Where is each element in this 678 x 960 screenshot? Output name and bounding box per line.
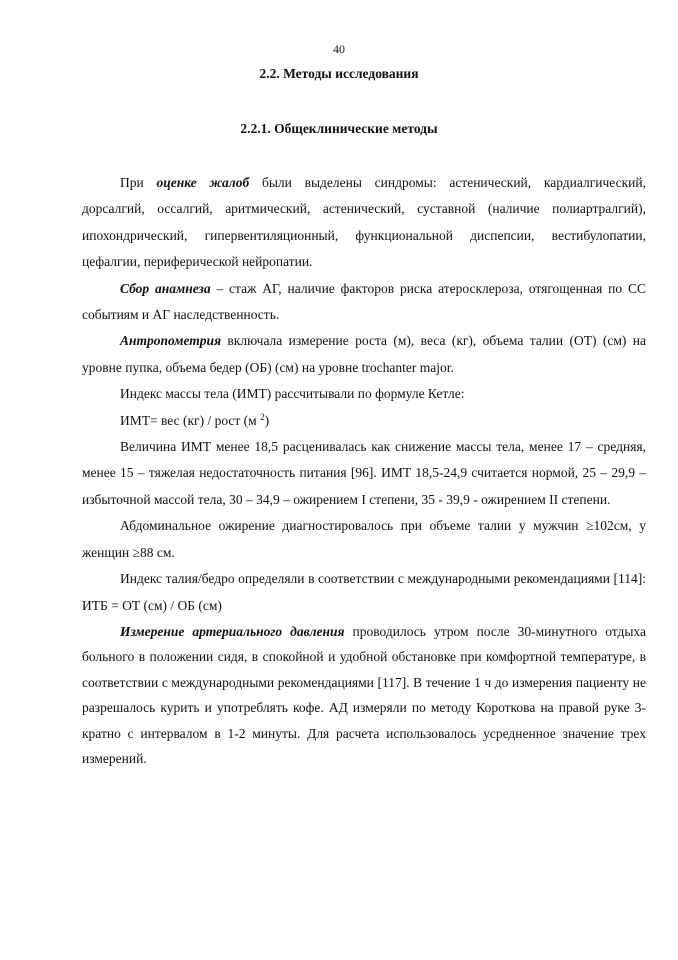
text-segment: были выделены синдромы: астенический, кардиалгический, дорсалгий, оссалгий, аритмический, астенический, суставной (наличие полиартралгий), ипохондрический, гипервентиляционный, функциональной диспепсии, вестибулопатии, цефалгии, периферической нейропатии. (82, 175, 646, 270)
document-body (82, 170, 646, 771)
text-segment: включала измерение роста (м), веса (кг), объема талии (ОТ) (см) на уровне пупка, объема бедер (ОБ) (см) на уровне trochanter major. (82, 333, 646, 375)
paragraph-blood-pressure (82, 619, 646, 771)
formula-text: ) (264, 412, 270, 428)
text-segment: проводилось утром после 30-минутного отдыха больного в положении сидя, в спокойной и удобной обстановке при комфортной температуре, в соответствии с международными рекомендациями [117]. В течение 1 ч до измерения пациенту не разрешалось курить и употреблять кофе. АД измеряли по методу Короткова на правой руке 3-кратно с интервалом в 1-2 минуты. Для расчета использовалось усредненное значение трех измерений. (82, 623, 646, 766)
text-segment: При (120, 175, 157, 190)
term-anthropometry: Антропометрия (120, 333, 222, 349)
paragraph-waist-hip-index: Индекс талия/бедро определяли в соответствии с международными рекомендациями [114]: ИТБ = ОТ (см) / ОБ (см) (82, 571, 646, 613)
formula-text: ИМТ= вес (кг) / рост (м (120, 412, 261, 428)
subsection-heading: 2.2.1. Общеклинические методы (240, 121, 438, 136)
paragraph-abdominal-obesity: Абдоминальное ожирение диагностировалось при объеме талии у мужчин ≥102см, у женщин ≥88 см. (82, 518, 646, 560)
term-complaints: оценке жалоб (156, 175, 250, 190)
page-number: 40 (333, 42, 345, 56)
paragraph-anamnesis (82, 276, 646, 329)
paragraph-bmi-formula (82, 408, 646, 434)
formula-superscript: 2 (260, 411, 265, 422)
paragraph-anthropometry (82, 328, 646, 381)
paragraph-bmi-ranges: Величина ИМТ менее 18,5 расценивалась как снижение массы тела, менее 17 – средняя, менее 15 – тяжелая недостаточность питания [96]. ИМТ 18,5-24,9 считается нормой, 25 – 29,9 – избыточной массой тела, 30 – 34,9 – ожирением I степени, 35 - 39,9 - ожирением II степени. (82, 439, 646, 507)
paragraph-complaints (82, 170, 646, 276)
paragraph-bmi-intro: Индекс массы тела (ИМТ) рассчитывали по формуле Кетле: (120, 386, 465, 402)
term-anamnesis: Сбор анамнеза (120, 280, 211, 296)
section-heading: 2.2. Методы исследования (259, 66, 419, 81)
text-segment: – стаж АГ, наличие факторов риска атеросклероза, отягощенная по СС событиям и АГ наследственность. (82, 280, 646, 323)
term-blood-pressure: Измерение артериального давления (120, 623, 345, 639)
